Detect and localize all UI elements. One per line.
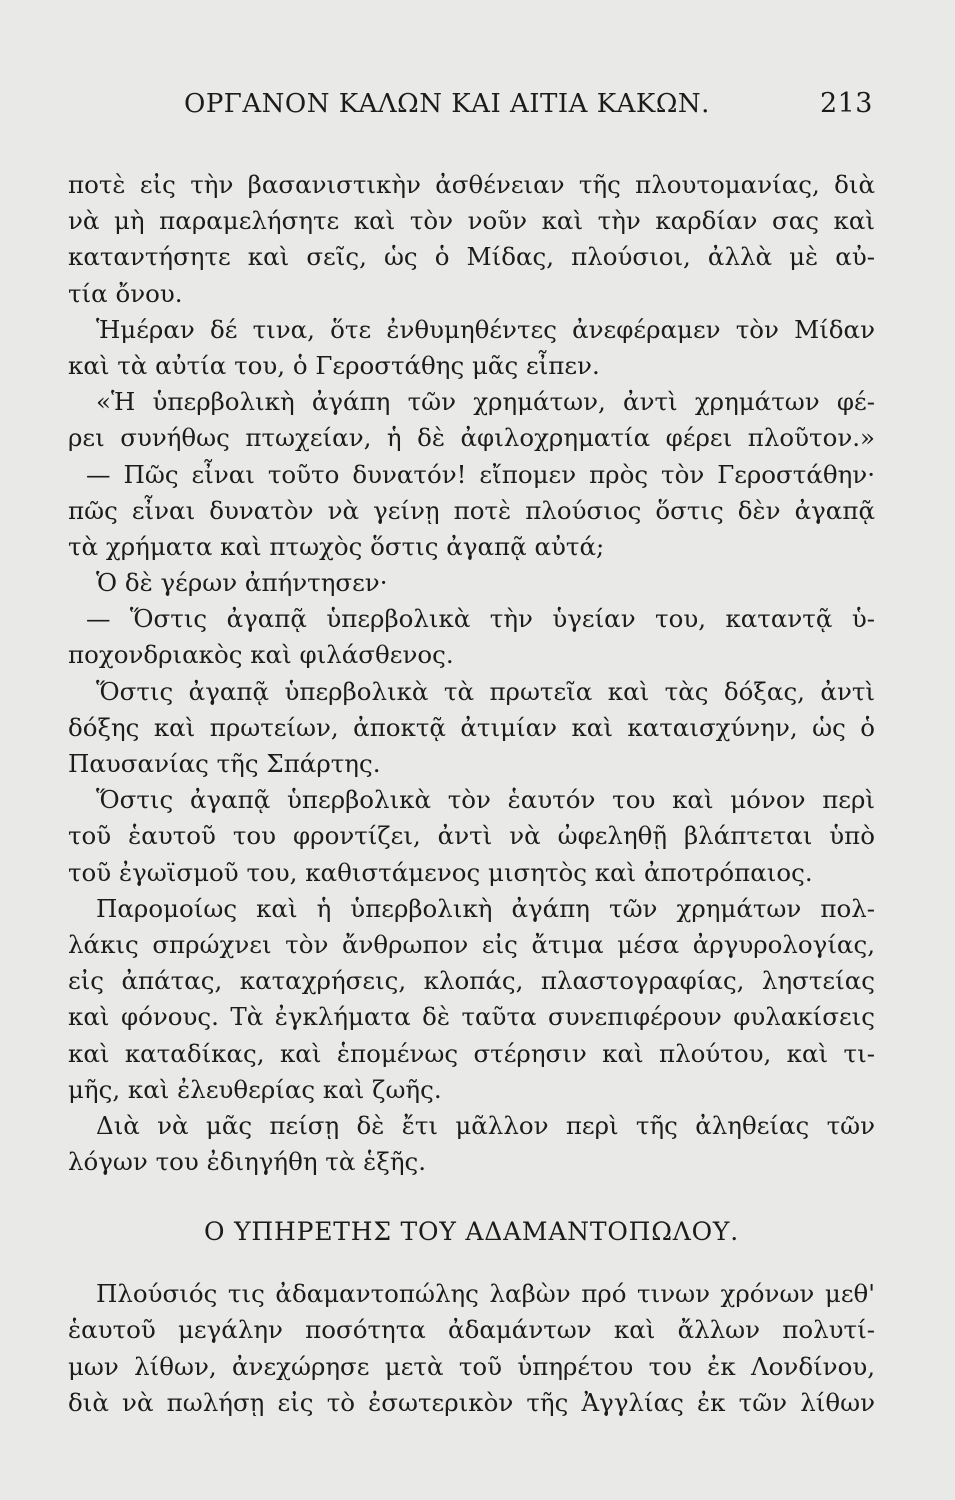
text-line: δόξης καὶ πρωτείων, ἀποκτᾷ ἀτιμίαν καὶ καταισχύνην, ὡς ὁ xyxy=(68,712,875,742)
text-line: διὰ νὰ πωλήσῃ εἰς τὸ ἐσωτερικὸν τῆς Ἀγγλίας ἐκ τῶν λίθων xyxy=(68,1387,875,1417)
text-line: — Ὅστις ἀγαπᾷ ὑπερβολικὰ τὴν ὑγείαν του, καταντᾷ ὑ- xyxy=(86,604,875,634)
text-line: καὶ τὰ αὐτία του, ὁ Γεροστάθης μᾶς εἶπεν. xyxy=(68,350,600,380)
text-line: Διὰ νὰ μᾶς πείσῃ δὲ ἔτι μᾶλλον περὶ τῆς ἀληθείας τῶν xyxy=(96,1110,875,1140)
running-title: ΟΡΓΑΝΟΝ ΚΑΛΩΝ ΚΑΙ ΑΙΤΙΑ ΚΑΚΩΝ. xyxy=(184,89,710,119)
text-line: καὶ φόνους. Τὰ ἐγκλήματα δὲ ταῦτα συνεπιφέρουν φυλακίσεις xyxy=(68,1002,875,1032)
text-line: Ἡμέραν δέ τινα, ὅτε ἐνθυμηθέντες ἀνεφέραμεν τὸν Μίδαν xyxy=(96,314,875,344)
section-title: Ο ΥΠΗΡΕΤΗΣ ΤΟΥ ΑΔΑΜΑΝΤΟΠΩΛΟΥ. xyxy=(204,1217,739,1247)
running-head xyxy=(184,88,875,119)
text-line: μων λίθων, ἀνεχώρησε μετὰ τοῦ ὑπηρέτου του ἐκ Λονδίνου, xyxy=(68,1351,875,1381)
text-line: Ὅστις ἀγαπᾷ ὑπερβολικὰ τὰ πρωτεῖα καὶ τὰς δόξας, ἀντὶ xyxy=(96,676,875,706)
text-line: καὶ καταδίκας, καὶ ἑπομένως στέρησιν καὶ πλούτου, καὶ τι- xyxy=(68,1038,875,1068)
text-line: τία ὄνου. xyxy=(68,278,183,308)
text-line: Πλούσιός τις ἀδαμαντοπώλης λαβὼν πρό τινων χρόνων μεθ' xyxy=(96,1279,875,1309)
section-text xyxy=(68,1276,875,1421)
body-text xyxy=(68,167,875,1180)
text-line: λόγων του ἐδιηγήθη τὰ ἑξῆς. xyxy=(68,1147,427,1177)
text-line: Ὁ δὲ γέρων ἀπήντησεν· xyxy=(96,568,388,598)
text-line: «Ἡ ὑπερβολικὴ ἀγάπη τῶν χρημάτων, ἀντὶ χρημάτων φέ- xyxy=(96,387,875,417)
text-line: ποτὲ εἰς τὴν βασανιστικὴν ἀσθένειαν τῆς πλουτομανίας, διὰ xyxy=(68,170,875,199)
text-line: — Πῶς εἶναι τοῦτο δυνατόν! εἴπομεν πρὸς τὸν Γεροστάθην· xyxy=(86,459,875,489)
text-line: ἑαυτοῦ μεγάλην ποσότητα ἀδαμάντων καὶ ἄλλων πολυτί- xyxy=(68,1315,875,1345)
text-line: καταντήσητε καὶ σεῖς, ὡς ὁ Μίδας, πλούσιοι, ἀλλὰ μὲ αὐ- xyxy=(68,242,875,272)
text-line: ρει συνήθως πτωχείαν, ἡ δὲ ἀφιλοχρηματία φέρει πλοῦτον.» xyxy=(68,423,875,453)
text-line: Παυσανίας τῆς Σπάρτης. xyxy=(68,749,381,778)
text-line: τοῦ ἑαυτοῦ του φροντίζει, ἀντὶ νὰ ὠφεληθῇ βλάπτεται ὑπὸ xyxy=(68,821,875,851)
text-line: τὰ χρήματα καὶ πτωχὸς ὅστις ἀγαπᾷ αὐτά; xyxy=(68,531,605,561)
text-line: μῆς, καὶ ἐλευθερίας καὶ ζωῆς. xyxy=(68,1074,442,1104)
text-line: τοῦ ἐγωϊσμοῦ του, καθιστάμενος μισητὸς καὶ ἀποτρόπαιος. xyxy=(68,857,813,887)
text-line: λάκις σπρώχνει τὸν ἄνθρωπον εἰς ἄτιμα μέσα ἀργυρολογίας, xyxy=(68,929,875,959)
text-line: νὰ μὴ παραμελήσητε καὶ τὸν νοῦν καὶ τὴν καρδίαν σας καὶ xyxy=(68,206,875,236)
text-line: πῶς εἶναι δυνατὸν νὰ γείνῃ ποτὲ πλούσιος ὅστις δὲν ἀγαπᾷ xyxy=(68,495,875,525)
text-line: ποχονδριακὸς καὶ φιλάσθενος. xyxy=(68,640,454,670)
text-line: Ὅστις ἀγαπᾷ ὑπερβολικὰ τὸν ἑαυτόν του καὶ μόνον περὶ xyxy=(96,785,875,815)
text-line: εἰς ἀπάτας, καταχρήσεις, κλοπάς, πλαστογραφίας, ληστείας xyxy=(68,966,875,996)
page-number: 213 xyxy=(819,88,873,119)
text-line: Παρομοίως καὶ ἡ ὑπερβολικὴ ἀγάπη τῶν χρημάτων πολ- xyxy=(96,893,875,923)
